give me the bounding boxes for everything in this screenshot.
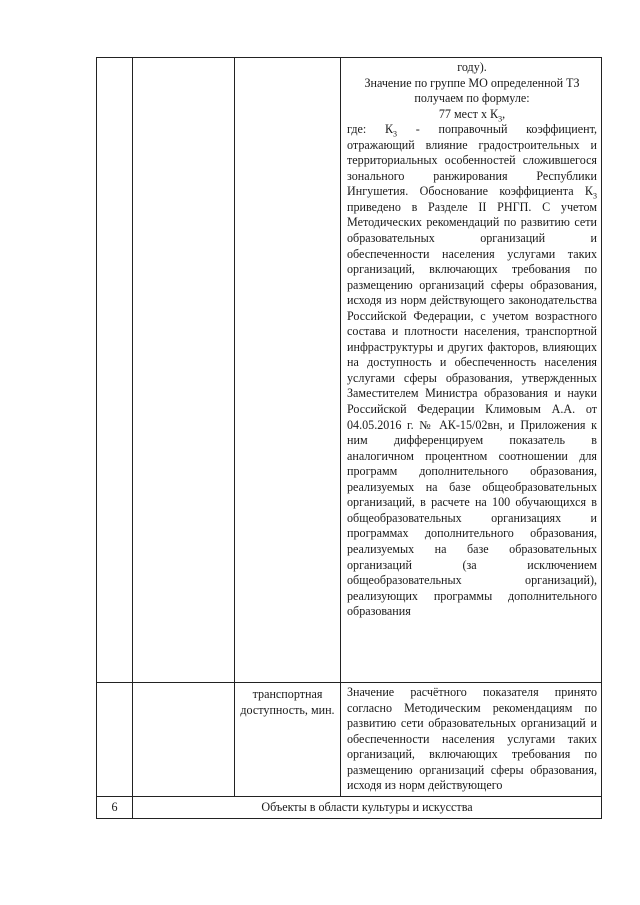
object-type-cell <box>133 58 235 683</box>
section-row <box>97 796 602 818</box>
formula: 77 мест х $К_3$, <box>438 106 506 124</box>
section-number-cell <box>97 796 133 818</box>
formula-intro: Значение по группе МО определенной ТЗ получаем по формуле: <box>364 75 580 106</box>
indicator-cell <box>235 58 341 683</box>
indicator-value-cell <box>341 683 602 797</box>
object-type-cell <box>133 683 235 797</box>
section-title: Объекты в области культуры и искусства <box>261 799 473 814</box>
table-row <box>97 683 602 797</box>
table-row <box>97 58 602 683</box>
normatives-table <box>96 57 602 819</box>
indicator-cell <box>235 683 341 797</box>
section-number: 6 <box>111 799 118 814</box>
text-line: году). <box>457 60 487 74</box>
section-title-cell <box>133 796 602 818</box>
row-number-cell <box>97 58 133 683</box>
formula-explanation: где: $К_3$ - поправочный коэффициент, отражающий влияние градостроительных и территориальных особенностей сложившегося зонального ранжирования Республики Ингушетия. Обоснование коэффициента $К_3$ приведено в Разделе II РНГП. С учетом Методических рекомендаций по развитию сети образовательных организаций и обеспеченности населения услугами таких организаций, включающих требования по размещению организаций сферы образования, исходя из норм действующего законодательства Российской Федерации, с учетом возрастного состава и плотности населения, транспортной инфраструктуры и других факторов, влияющих на доступность и обеспеченность населения услугами сферы образования, утвержденных Заместителем Министра образования и науки Российской Федерации Климовым А.А. от 04.05.2016 г. № АК-15/02вн, и Приложения к ним дифференцируем показатель в аналогичном процентном соотношении для программ дополнительного образования, реализуемых на базе общеобразовательных организаций, в расчете на 100 обучающихся в общеобразовательных организациях и программах дополнительного образования, реализуемых на базе образовательных организаций (за исключением общеобразовательных организаций), реализующих программы дополнительного образования <box>347 122 597 619</box>
indicator-value-text <box>341 58 601 622</box>
indicator-value-cell <box>341 58 602 683</box>
indicator-label: транспортная доступность, мин. <box>240 687 335 717</box>
row-number-cell <box>97 683 133 797</box>
indicator-value-text: Значение расчётного показателя принято согласно Методическим рекомендациям по развитию сети образовательных организаций и обеспеченности населения услугами таких организаций, включающих требования по размещению организаций сферы образования, исходя из норм действующего <box>347 685 597 793</box>
